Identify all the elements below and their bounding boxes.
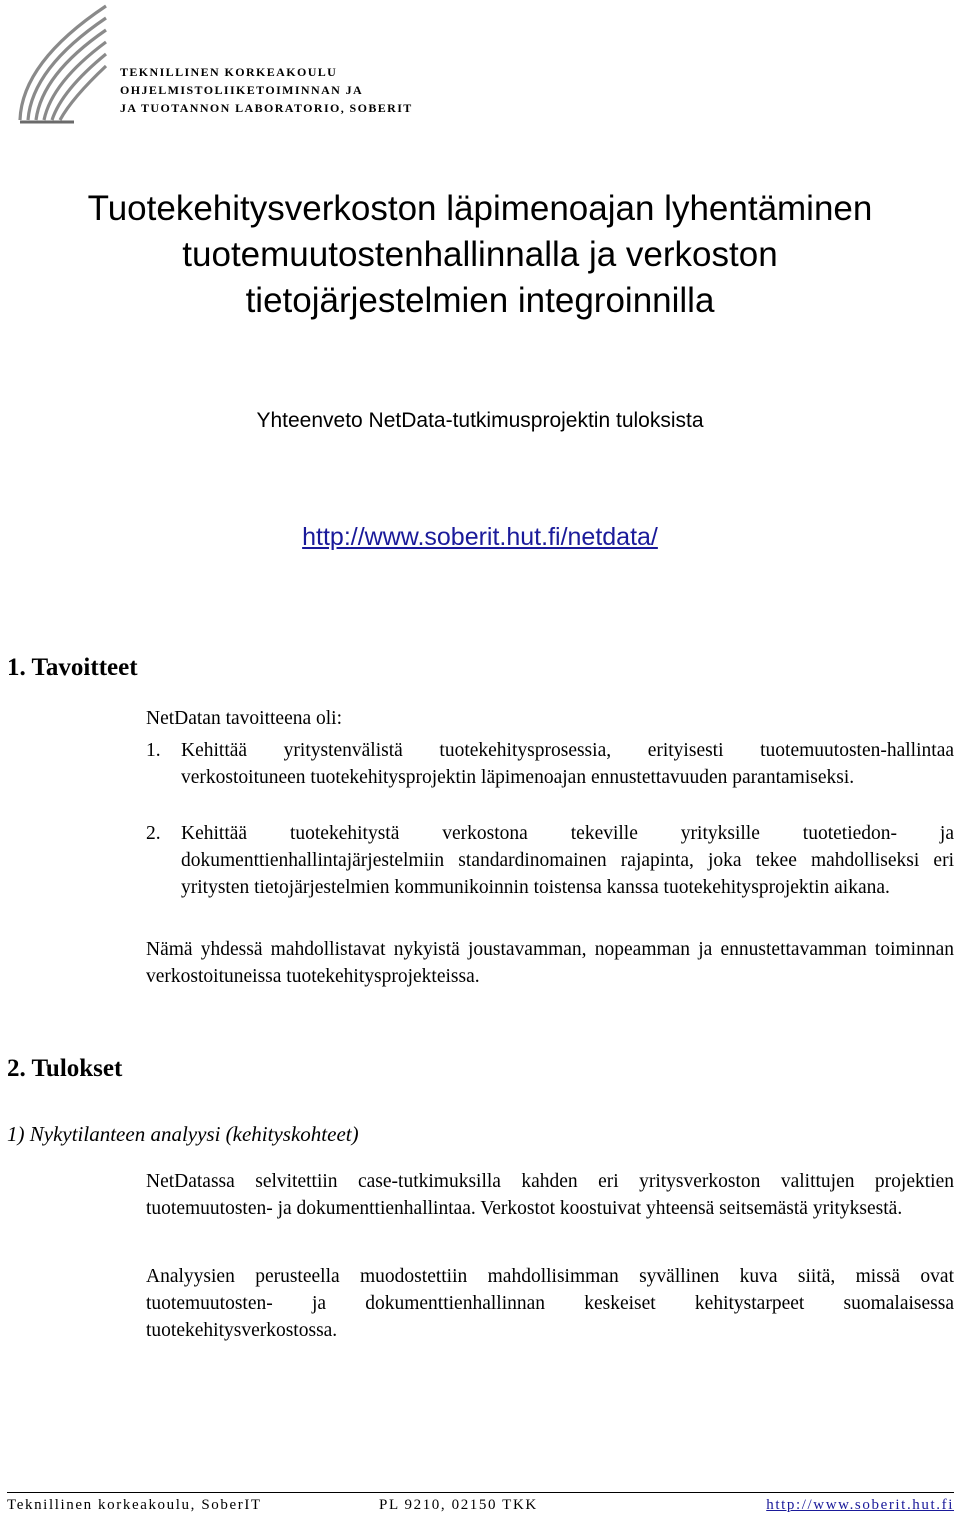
section-2-paragraph-2: Analyysien perusteella muodostettiin mahdollisimman syvällinen kuva siitä, missä ovat tuotemuutosten- ja dokumenttienhallinnan keskeiset kehitystarpeet suomalaisessa tuotekehitysverkostossa. — [146, 1266, 954, 1341]
document-subtitle: Yhteenveto NetData-tutkimusprojektin tuloksista — [256, 409, 704, 432]
section-2-paragraph-1: NetDatassa selvitettiin case-tutkimuksilla kahden eri yritysverkoston valittujen projektien tuotemuutosten- ja dokumenttienhallintaa. Verkostot koostuivat yhteensä seitsemästä yrityksestä. — [146, 1171, 954, 1219]
list-item-number: 2. — [146, 823, 161, 844]
list-item — [146, 820, 954, 901]
title-line-2: tuotemuutostenhallinnalla ja verkoston — [182, 235, 778, 274]
section-1-heading: 1. Tavoitteet — [7, 654, 138, 681]
section-1-outro: Nämä yhdessä mahdollistavat nykyistä joustavamman, nopeamman ja ennustettavamman toiminnan verkostoituneissa tuotekehitysprojekteissa. — [146, 939, 954, 987]
institution-header — [120, 63, 413, 117]
list-item-text: Kehittää tuotekehitystä verkostona tekeville yrityksille tuotetiedon- ja dokumenttienhallintajärjestelmiin standardinomainen rajapinta, joka tekee mahdolliseksi eri yritysten tietojärjestelmien kommunikoinnin toistensa kanssa tuotekehitysprojektin aikana. — [181, 823, 954, 898]
project-url-link[interactable]: http://www.soberit.hut.fi/netdata/ — [302, 523, 658, 551]
title-line-3: tietojärjestelmien integroinnilla — [245, 281, 715, 320]
institution-line-1: TEKNILLINEN KORKEAKOULU — [120, 65, 338, 79]
page-footer — [7, 1492, 954, 1513]
section-1-intro: NetDatan tavoitteena oli: — [146, 708, 343, 729]
document-title — [0, 186, 960, 324]
institution-line-2: OHJELMISTOLIIKETOIMINNAN JA — [120, 83, 364, 97]
project-url — [0, 521, 960, 553]
footer-address: PL 9210, 02150 TKK — [379, 1497, 538, 1513]
list-item — [146, 737, 954, 791]
university-logo-icon — [14, 2, 110, 124]
section-2-heading: 2. Tulokset — [7, 1055, 123, 1082]
institution-line-3: JA TUOTANNON LABORATORIO, SOBERIT — [120, 101, 413, 115]
section-2-subheading: 1) Nykytilanteen analyysi (kehityskohteet) — [7, 1122, 359, 1146]
list-item-number: 1. — [146, 740, 161, 761]
footer-institution: Teknillinen korkeakoulu, SoberIT — [7, 1497, 262, 1513]
title-line-1: Tuotekehitysverkoston läpimenoajan lyhentäminen — [87, 189, 873, 228]
list-item-text: Kehittää yritystenvälistä tuotekehitysprosessia, erityisesti tuotemuutosten-hallintaa verkostoituneen tuotekehitysprojektin läpimenoajan ennustettavuuden parantamiseksi. — [181, 740, 954, 788]
footer-url-link[interactable]: http://www.soberit.hut.fi — [766, 1497, 954, 1513]
